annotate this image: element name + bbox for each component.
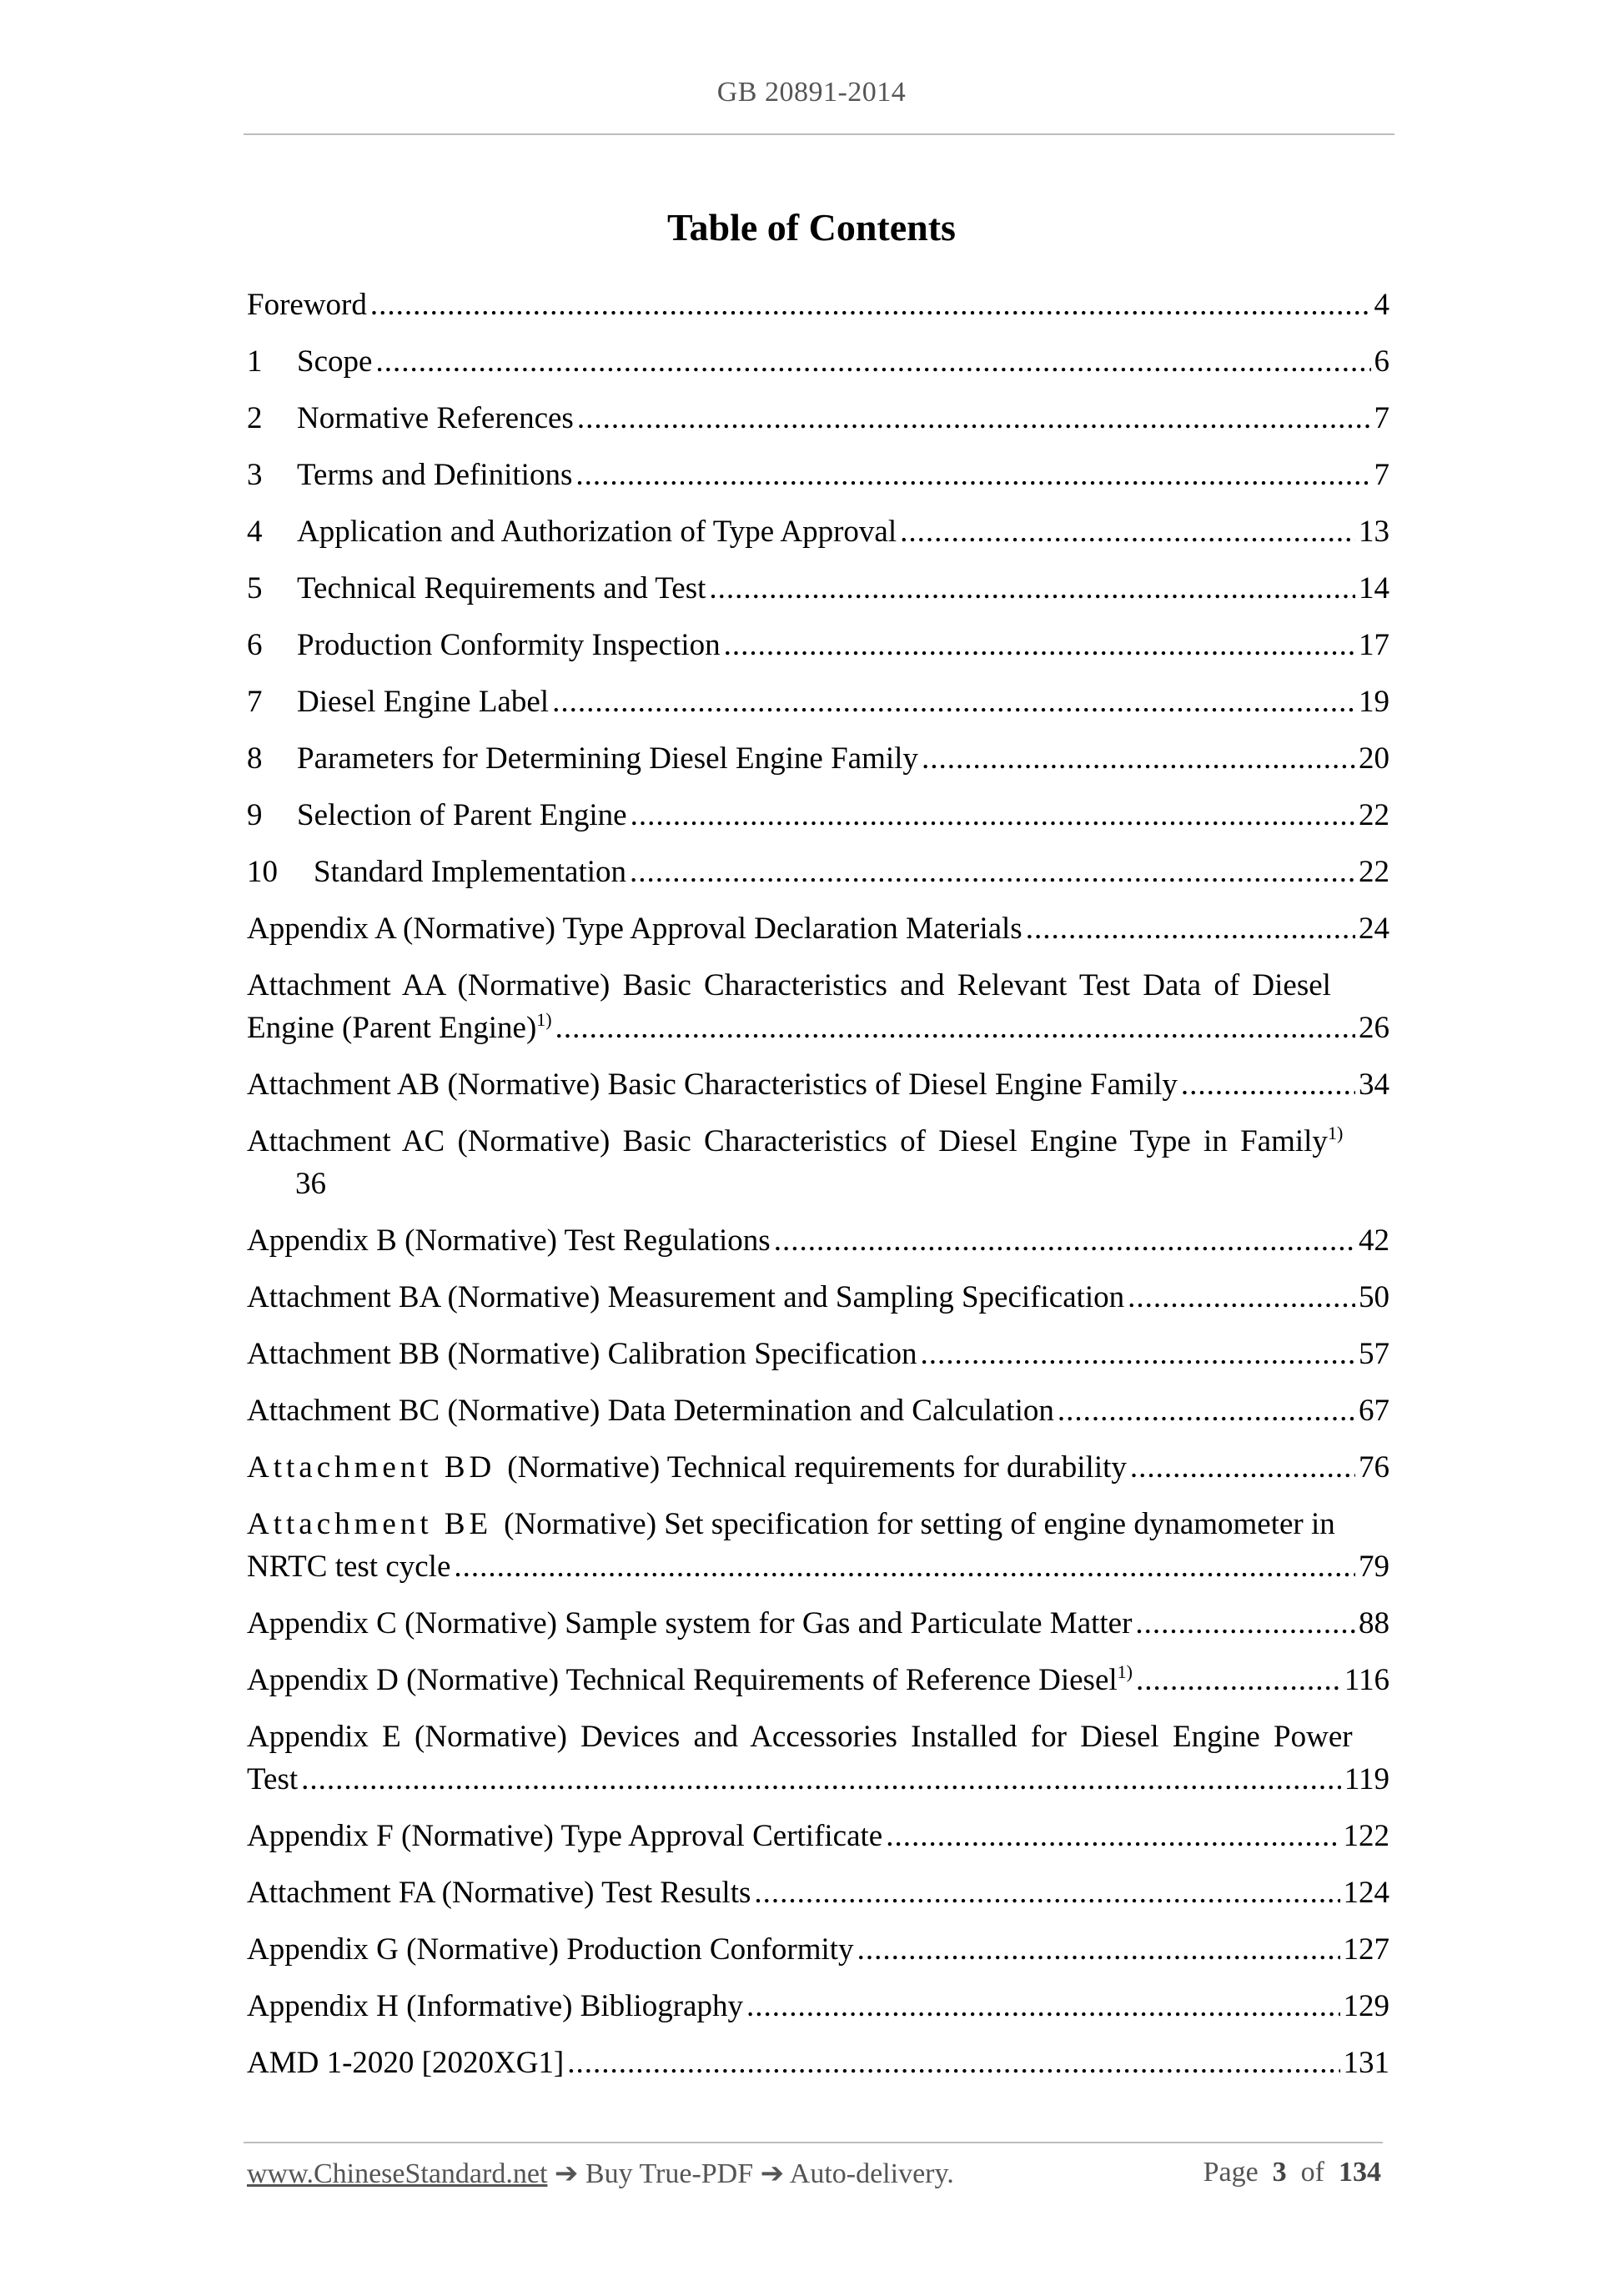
toc-entry-number: 4	[247, 515, 263, 549]
toc-entry-number: 8	[247, 741, 263, 776]
toc-entry-page: 127	[1343, 1932, 1389, 1967]
toc-leader-dots	[370, 284, 1371, 326]
toc-entry-engine-family-parameters[interactable]	[247, 737, 1389, 780]
toc-entry-label-text: Appendix D (Normative) Technical Requirements of Reference Diesel	[247, 1663, 1118, 1697]
toc-entry-amd[interactable]	[247, 2042, 1389, 2084]
toc-entry-number: 2	[247, 401, 263, 435]
page-number: 3	[1272, 2157, 1287, 2188]
toc-leader-dots	[1026, 907, 1355, 950]
toc-entry-type-approval[interactable]	[247, 510, 1389, 553]
toc-entry-label-cont: NRTC test cycle	[247, 1550, 451, 1584]
toc-entry-page: 6	[1374, 344, 1389, 379]
toc-leader-dots	[577, 397, 1371, 440]
toc-leader-dots	[575, 454, 1370, 496]
toc-leader-dots	[375, 340, 1370, 383]
toc-entry-page: 36	[295, 1167, 326, 1201]
toc-entry-line	[247, 1716, 1389, 1758]
footnote-marker: 1)	[1117, 1661, 1133, 1682]
toc-entry-number: 7	[247, 685, 263, 719]
toc-leader-dots	[1135, 1602, 1355, 1645]
toc-entry-label: Foreword	[247, 288, 367, 322]
toc-leader-dots	[774, 1219, 1355, 1262]
toc-entry-label: Attachment BB (Normative) Calibration Specification	[247, 1337, 917, 1371]
toc-entry-appendix-g[interactable]	[247, 1928, 1389, 1971]
toc-entry-label-text: Engine (Parent Engine)	[247, 1011, 537, 1045]
toc-entry-page: 34	[1359, 1068, 1389, 1102]
page-total: 134	[1339, 2157, 1381, 2188]
toc-entry-label: Attachment AA (Normative) Basic Characteristics and Relevant Test Data of Diesel	[247, 968, 1331, 1002]
toc-entry-page: 88	[1359, 1606, 1389, 1640]
toc-entry-label: AMD 1-2020 [2020XG1]	[247, 2046, 565, 2080]
toc-entry-label: Appendix G (Normative) Production Conformity	[247, 1932, 854, 1967]
toc-entry-scope[interactable]	[247, 340, 1389, 383]
toc-entry-label: Parameters for Determining Diesel Engine Family	[297, 741, 918, 776]
toc-entry-line	[247, 1163, 1389, 1205]
toc-entry-page: 122	[1343, 1819, 1389, 1853]
toc-entry-label: (Normative) Technical requirements for durability	[507, 1450, 1127, 1485]
toc-entry-diesel-engine-label[interactable]	[247, 681, 1389, 723]
toc-leader-dots	[567, 2042, 1339, 2084]
toc-entry-attachment-be[interactable]	[247, 1503, 1389, 1588]
toc-leader-dots	[1130, 1446, 1355, 1489]
toc-entry-page: 124	[1343, 1876, 1389, 1910]
toc-entry-attachment-bc[interactable]	[247, 1389, 1389, 1432]
page-indicator	[1203, 2157, 1381, 2190]
toc-leader-dots	[454, 1545, 1355, 1588]
toc-entry-line	[247, 1758, 1389, 1801]
toc-entry-label-text: Attachment AC (Normative) Basic Characteristics of Diesel Engine Type in Family	[247, 1124, 1328, 1158]
header-divider	[244, 133, 1394, 135]
toc-entry-line	[247, 964, 1389, 1007]
toc-leader-dots	[301, 1758, 1341, 1801]
toc-entry-standard-implementation[interactable]	[247, 851, 1389, 893]
toc-entry-number: 6	[247, 628, 263, 662]
toc-entry-foreword[interactable]	[247, 284, 1389, 326]
toc-entry-attachment-ba[interactable]	[247, 1276, 1389, 1319]
toc-entry-number: 5	[247, 571, 263, 605]
toc-entry-page: 131	[1343, 2046, 1389, 2080]
toc-entry-prefix: Attachment BE	[247, 1507, 493, 1541]
footnote-marker: 1)	[536, 1009, 552, 1030]
toc-entry-page: 13	[1359, 515, 1389, 549]
toc-leader-dots	[1128, 1276, 1355, 1319]
toc-entry-label-cont	[247, 1007, 552, 1049]
toc-entry-label: Attachment AB (Normative) Basic Characteristics of Diesel Engine Family	[247, 1068, 1178, 1102]
toc-leader-dots	[900, 510, 1355, 553]
toc-entry-page: 20	[1359, 741, 1389, 776]
toc-leader-dots	[1058, 1389, 1355, 1432]
toc-entry-label: Appendix F (Normative) Type Approval Certificate	[247, 1819, 883, 1853]
page-word: Page	[1203, 2157, 1259, 2188]
toc-entry-appendix-b[interactable]	[247, 1219, 1389, 1262]
arrow-icon: ➔	[554, 2158, 579, 2189]
footer-promo	[247, 2157, 954, 2190]
toc-leader-dots	[630, 851, 1355, 893]
toc-leader-dots	[724, 624, 1355, 666]
toc-entry-page: 19	[1359, 685, 1389, 719]
site-link[interactable]: www.ChineseStandard.net	[247, 2158, 548, 2189]
toc-entry-attachment-bd[interactable]	[247, 1446, 1389, 1489]
toc-entry-label	[247, 1120, 1343, 1163]
toc-entry-number: 10	[247, 855, 278, 889]
toc-entry-label: Attachment BA (Normative) Measurement and Sampling Specification	[247, 1280, 1125, 1314]
footnote-marker: 1)	[1327, 1123, 1344, 1143]
toc-leader-dots	[886, 1815, 1339, 1857]
page-footer	[247, 2157, 1381, 2190]
toc-entry-label: Appendix C (Normative) Sample system for Gas and Particulate Matter	[247, 1606, 1133, 1640]
toc-entry-label	[247, 1659, 1133, 1701]
toc-leader-dots	[552, 681, 1355, 723]
toc-entry-terms-and-definitions[interactable]	[247, 454, 1389, 496]
toc-entry-line	[247, 1120, 1389, 1163]
footer-divider	[244, 2142, 1383, 2143]
toc-entry-label: Production Conformity Inspection	[297, 628, 721, 662]
toc-entry-label: (Normative) Set specification for setting of engine dynamometer in	[504, 1507, 1335, 1541]
toc-entry-attachment-fa[interactable]	[247, 1871, 1389, 1914]
toc-entry-normative-references[interactable]	[247, 397, 1389, 440]
toc-entry-label: Attachment BC (Normative) Data Determination and Calculation	[247, 1394, 1054, 1428]
toc-entry-appendix-c[interactable]	[247, 1602, 1389, 1645]
toc-leader-dots	[922, 737, 1355, 780]
toc-entry-label: Selection of Parent Engine	[297, 798, 627, 832]
toc-entry-line	[247, 1545, 1389, 1588]
toc-entry-page: 79	[1359, 1550, 1389, 1584]
toc-entry-appendix-d[interactable]	[247, 1659, 1389, 1701]
toc-entry-page: 119	[1344, 1762, 1389, 1796]
toc-entry-page: 42	[1359, 1223, 1389, 1258]
toc-entry-page: 24	[1359, 912, 1389, 946]
toc-title: Table of Contents	[667, 206, 956, 249]
toc-leader-dots	[555, 1007, 1355, 1049]
toc-entry-page: 4	[1374, 288, 1389, 322]
toc-entry-label: Application and Authorization of Type Approval	[297, 515, 897, 549]
of-word: of	[1300, 2157, 1324, 2188]
toc-leader-dots	[709, 567, 1355, 610]
arrow-icon: ➔	[760, 2158, 785, 2189]
toc-entry-page: 17	[1359, 628, 1389, 662]
toc-entry-attachment-ab[interactable]	[247, 1063, 1389, 1106]
toc-leader-dots	[1136, 1659, 1341, 1701]
toc-entry-label: Scope	[297, 344, 373, 379]
toc-entry-prefix: Attachment BD	[247, 1450, 496, 1485]
toc-entry-label-cont: Test	[247, 1762, 299, 1796]
toc-entry-attachment-ac[interactable]	[247, 1120, 1389, 1205]
toc-entry-label: Standard Implementation	[314, 855, 627, 889]
toc-entry-parent-engine-selection[interactable]	[247, 794, 1389, 837]
toc-leader-dots	[631, 794, 1355, 837]
toc-entry-number: 3	[247, 458, 263, 492]
table-of-contents	[247, 284, 1389, 2098]
toc-leader-dots	[754, 1871, 1339, 1914]
toc-entry-label: Appendix E (Normative) Devices and Accessories Installed for Diesel Engine Power	[247, 1720, 1353, 1754]
toc-entry-label: Attachment FA (Normative) Test Results	[247, 1876, 751, 1910]
toc-entry-number: 9	[247, 798, 263, 832]
toc-leader-dots	[746, 1985, 1340, 2027]
toc-entry-production-conformity-inspection[interactable]	[247, 624, 1389, 666]
toc-entry-label: Normative References	[297, 401, 574, 435]
toc-entry-page: 22	[1359, 855, 1389, 889]
document-header: GB 20891-2014	[716, 77, 907, 108]
toc-entry-technical-requirements[interactable]	[247, 567, 1389, 610]
toc-entry-page: 57	[1359, 1337, 1389, 1371]
toc-entry-label: Appendix H (Informative) Bibliography	[247, 1989, 743, 2023]
toc-entry-label: Appendix B (Normative) Test Regulations	[247, 1223, 771, 1258]
toc-entry-page: 7	[1374, 401, 1389, 435]
toc-entry-appendix-a[interactable]	[247, 907, 1389, 950]
delivery-text: Auto-delivery.	[789, 2158, 954, 2189]
toc-entry-page: 129	[1343, 1989, 1389, 2023]
toc-entry-appendix-e[interactable]	[247, 1716, 1389, 1801]
toc-entry-line	[247, 1007, 1389, 1049]
toc-entry-page: 50	[1359, 1280, 1389, 1314]
toc-entry-appendix-f[interactable]	[247, 1815, 1389, 1857]
toc-entry-page: 22	[1359, 798, 1389, 832]
toc-leader-dots	[921, 1333, 1355, 1375]
toc-entry-number: 1	[247, 344, 263, 379]
toc-entry-attachment-bb[interactable]	[247, 1333, 1389, 1375]
toc-leader-dots	[1181, 1063, 1355, 1106]
toc-leader-dots	[857, 1928, 1340, 1971]
buy-text: Buy True-PDF	[585, 2158, 754, 2189]
toc-entry-page: 26	[1359, 1011, 1389, 1045]
toc-entry-page: 67	[1359, 1394, 1389, 1428]
toc-entry-page: 14	[1359, 571, 1389, 605]
toc-entry-page: 116	[1344, 1663, 1389, 1697]
toc-entry-label: Diesel Engine Label	[297, 685, 550, 719]
toc-entry-appendix-h[interactable]	[247, 1985, 1389, 2027]
toc-entry-line	[247, 1503, 1389, 1545]
toc-entry-attachment-aa[interactable]	[247, 964, 1389, 1049]
toc-entry-label: Terms and Definitions	[297, 458, 573, 492]
toc-entry-label: Appendix A (Normative) Type Approval Declaration Materials	[247, 912, 1023, 946]
toc-entry-label: Technical Requirements and Test	[297, 571, 706, 605]
toc-entry-page: 76	[1359, 1450, 1389, 1485]
toc-entry-page: 7	[1374, 458, 1389, 492]
